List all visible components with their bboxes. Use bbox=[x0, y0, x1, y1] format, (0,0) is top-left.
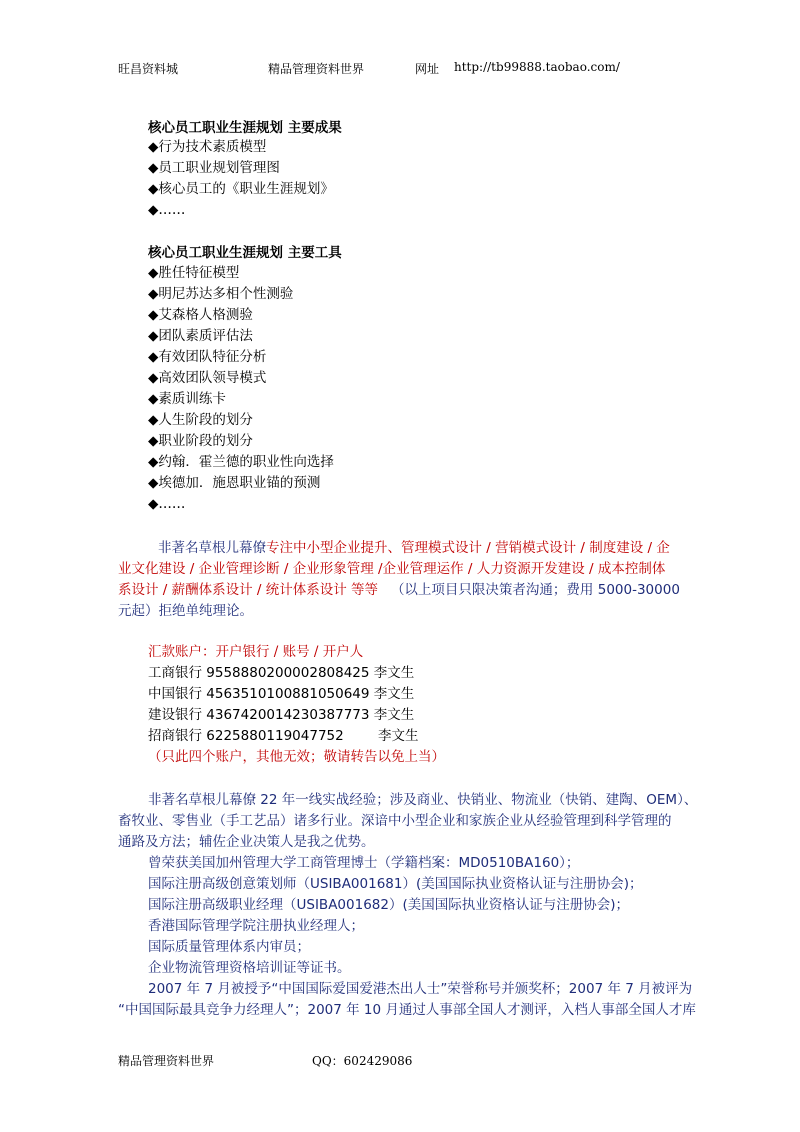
list-item: ◆…… bbox=[148, 202, 186, 218]
bio-line: 企业物流管理资格培训证等证书。 bbox=[148, 960, 351, 976]
list-item: ◆…… bbox=[148, 496, 186, 512]
promo-services-end: 系设计 / 薪酬体系设计 / 统计体系设计 等等 bbox=[118, 582, 379, 598]
header-url-link[interactable]: http://tb99888.taobao.com/ bbox=[454, 60, 620, 74]
section2-title: 核心员工职业生涯规划 主要工具 bbox=[148, 245, 342, 261]
bio-line: 国际质量管理体系内审员； bbox=[148, 939, 310, 955]
list-item: ◆艾森格人格测验 bbox=[148, 307, 253, 323]
account-row: 建设银行 4367420014230387773 李文生 bbox=[148, 707, 415, 723]
bio-line: 香港国际管理学院注册执业经理人； bbox=[148, 918, 364, 934]
bio-line: 非著名草根儿幕僚 22 年一线实战经验；涉及商业、快销业、物流业（快销、建陶、OEM）、 bbox=[148, 792, 698, 808]
list-item: ◆团队素质评估法 bbox=[148, 328, 253, 344]
list-item: ◆约翰．霍兰德的职业性向选择 bbox=[148, 454, 334, 470]
accounts-title: 汇款账户：开户银行 / 账号 / 开户人 bbox=[148, 644, 364, 660]
list-item: ◆高效团队领导模式 bbox=[148, 370, 267, 386]
promo-services: 专注中小型企业提升、管理模式设计 / 营销模式设计 / 制度建设 / 企 bbox=[266, 540, 670, 556]
list-item: ◆员工职业规划管理图 bbox=[148, 160, 280, 176]
promo-note: （以上项目只限决策者沟通；费用 5000-30000 bbox=[390, 582, 680, 598]
bio-line: “中国国际最具竞争力经理人”；2007 年 10 月通过人事部全国人才测评，入档人事部全国人才库 bbox=[118, 1002, 696, 1018]
list-item: ◆有效团队特征分析 bbox=[148, 349, 267, 365]
bio-line: 通路及方法；辅佐企业决策人是我之优势。 bbox=[118, 834, 375, 850]
header-url-label: 网址 bbox=[415, 62, 440, 76]
promo-line-3 bbox=[118, 581, 680, 599]
list-item: ◆行为技术素质模型 bbox=[148, 139, 267, 155]
bio-line: 国际注册高级创意策划师（USIBA001681）(美国国际执业资格认证与注册协会)； bbox=[148, 876, 643, 892]
list-item: ◆职业阶段的划分 bbox=[148, 433, 253, 449]
list-item: ◆人生阶段的划分 bbox=[148, 412, 253, 428]
promo-author: 非著名草根儿幕僚 bbox=[158, 540, 266, 556]
footer-left: 精品管理资料世界 bbox=[118, 1054, 215, 1068]
promo-line-4: 元起）拒绝单纯理论。 bbox=[118, 603, 253, 619]
section1-title: 核心员工职业生涯规划 主要成果 bbox=[148, 120, 342, 136]
list-item: ◆核心员工的《职业生涯规划》 bbox=[148, 181, 334, 197]
account-row: 中国银行 4563510100881050649 李文生 bbox=[148, 686, 415, 702]
account-row: 招商银行 6225880119047752 李文生 bbox=[148, 728, 419, 744]
header-left: 旺昌资料城 bbox=[118, 62, 179, 76]
bio-line: 2007 年 7 月被授予“中国国际爱国爱港杰出人士”荣誉称号并颁奖杯；2007 年 7 月被评为 bbox=[148, 981, 693, 997]
list-item: ◆胜任特征模型 bbox=[148, 265, 240, 281]
bio-line: 曾荣获美国加州管理大学工商管理博士（学籍档案：MD0510BA160）； bbox=[148, 855, 580, 871]
promo-line-1 bbox=[158, 539, 670, 557]
bio-line: 畜牧业、零售业（手工艺品）诸多行业。深谙中小型企业和家族企业从经验管理到科学管理的 bbox=[118, 813, 672, 829]
footer-qq: QQ：602429086 bbox=[312, 1054, 413, 1068]
header-middle: 精品管理资料世界 bbox=[268, 62, 365, 76]
promo-line-2: 业文化建设 / 企业管理诊断 / 企业形象管理 /企业管理运作 / 人力资源开发建设 / 成本控制体 bbox=[118, 561, 666, 577]
accounts-note: （只此四个账户，其他无效；敬请转告以免上当） bbox=[148, 749, 445, 765]
list-item: ◆埃德加．施恩职业锚的预测 bbox=[148, 475, 321, 491]
bio-line: 国际注册高级职业经理（USIBA001682）(美国国际执业资格认证与注册协会)； bbox=[148, 897, 629, 913]
list-item: ◆明尼苏达多相个性测验 bbox=[148, 286, 294, 302]
account-row: 工商银行 9558880200002808425 李文生 bbox=[148, 665, 415, 681]
list-item: ◆素质训练卡 bbox=[148, 391, 226, 407]
